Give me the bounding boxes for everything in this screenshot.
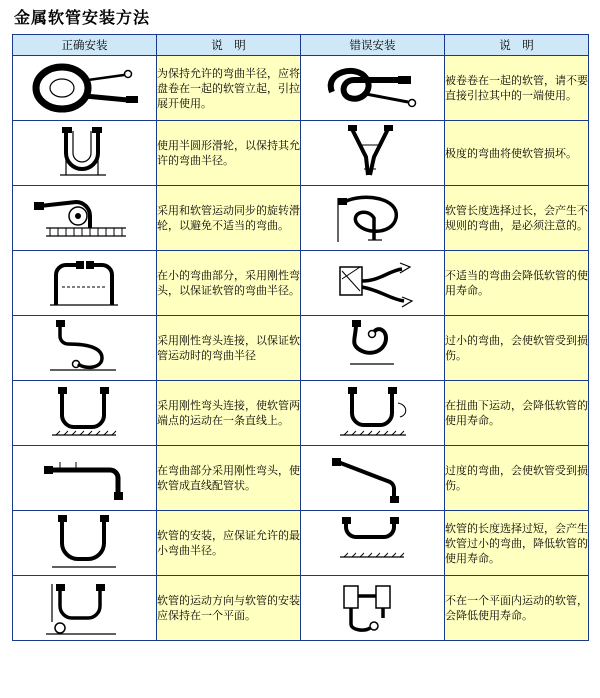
- rigid-elbow-at-small-bend-icon: [16, 253, 154, 313]
- figure-wrong: [301, 121, 445, 186]
- note-wrong: 不在一个平面内运动的软管，会降低使用寿命。: [445, 576, 589, 641]
- hose-twisting-motion-icon: [304, 383, 442, 443]
- page-title: 金属软管安装方法: [14, 8, 151, 27]
- note-correct: 在弯曲部分采用刚性弯头，使软管成直线配管状。: [157, 446, 301, 511]
- figure-correct: [13, 121, 157, 186]
- improper-bend-reduces-life-icon: [304, 253, 442, 313]
- figure-correct: [13, 381, 157, 446]
- hose-over-semicircular-sheave-icon: [16, 123, 154, 183]
- table-row: [13, 446, 589, 511]
- rigid-elbow-both-ends-straight-line-icon: [16, 383, 154, 443]
- hose-too-short-small-bend-icon: [304, 513, 442, 573]
- too-small-bend-radius-damage-icon: [304, 318, 442, 378]
- table-row: [13, 56, 589, 121]
- table-row: [13, 121, 589, 186]
- header-correct-note: 说 明: [157, 35, 301, 56]
- table-row: [13, 251, 589, 316]
- coiled-hose-pulled-from-middle-icon: [304, 58, 442, 118]
- note-wrong: 被卷卷在一起的软管，请不要直接引拉其中的一端使用。: [445, 56, 589, 121]
- note-correct: 采用刚性弯头连接，使软管两端点的运动在一条直线上。: [157, 381, 301, 446]
- note-wrong: 在扭曲下运动，会降低软管的使用寿命。: [445, 381, 589, 446]
- hose-installed-with-min-bend-radius-icon: [16, 513, 154, 573]
- figure-correct: [13, 251, 157, 316]
- figure-wrong: [301, 316, 445, 381]
- hose-with-synchronized-rotating-pulley-icon: [16, 188, 154, 248]
- note-correct: 使用半圆形滑轮，以保持其允许的弯曲半径。: [157, 121, 301, 186]
- note-wrong: 软管长度选择过长，会产生不规则的弯曲，是必须注意的。: [445, 186, 589, 251]
- note-correct: 软管的运动方向与软管的安装应保持在一个平面。: [157, 576, 301, 641]
- coiled-hose-standing-upright-icon: [16, 58, 154, 118]
- hose-too-long-irregular-bend-icon: [304, 188, 442, 248]
- table-row: [13, 381, 589, 446]
- figure-wrong: [301, 576, 445, 641]
- figure-wrong: [301, 251, 445, 316]
- table-header-row: [13, 35, 589, 56]
- note-correct: 采用刚性弯头连接，以保证软管运动时的弯曲半径: [157, 316, 301, 381]
- rigid-bend-connection-u-shape-icon: [16, 318, 154, 378]
- figure-wrong: [301, 186, 445, 251]
- note-wrong: 过小的弯曲，会使软管受到损伤。: [445, 316, 589, 381]
- note-wrong: 不适当的弯曲会降低软管的使用寿命。: [445, 251, 589, 316]
- table-row: [13, 511, 589, 576]
- table-row: [13, 186, 589, 251]
- figure-correct: [13, 576, 157, 641]
- note-correct: 为保持允许的弯曲半径，应将盘卷在一起的软管立起，引拉展开使用。: [157, 56, 301, 121]
- rigid-elbow-straight-piping-icon: [16, 448, 154, 508]
- table-row: [13, 576, 589, 641]
- header-wrong-install: 错误安装: [301, 35, 445, 56]
- figure-wrong: [301, 381, 445, 446]
- hose-motion-out-of-plane-icon: [304, 578, 442, 638]
- table-row: [13, 316, 589, 381]
- figure-correct: [13, 186, 157, 251]
- note-correct: 采用和软管运动同步的旋转滑轮，以避免不适当的弯曲。: [157, 186, 301, 251]
- hose-installation-table: [12, 34, 589, 641]
- hose-motion-same-plane-as-install-icon: [16, 578, 154, 638]
- excessive-bend-damage-icon: [304, 448, 442, 508]
- figure-wrong: [301, 511, 445, 576]
- header-correct-install: 正确安装: [13, 35, 157, 56]
- figure-correct: [13, 446, 157, 511]
- figure-wrong: [301, 446, 445, 511]
- figure-wrong: [301, 56, 445, 121]
- hose-bent-sharply-at-fitting-icon: [304, 123, 442, 183]
- note-correct: 在小的弯曲部分，采用刚性弯头，以保证软管的弯曲半径。: [157, 251, 301, 316]
- note-correct: 软管的安装，应保证允许的最小弯曲半径。: [157, 511, 301, 576]
- figure-correct: [13, 511, 157, 576]
- note-wrong: 过度的弯曲，会使软管受到损伤。: [445, 446, 589, 511]
- note-wrong: 软管的长度选择过短，会产生软管过小的弯曲，降低软管的使用寿命。: [445, 511, 589, 576]
- header-wrong-note: 说 明: [445, 35, 589, 56]
- figure-correct: [13, 316, 157, 381]
- note-wrong: 极度的弯曲将使软管损坏。: [445, 121, 589, 186]
- figure-correct: [13, 56, 157, 121]
